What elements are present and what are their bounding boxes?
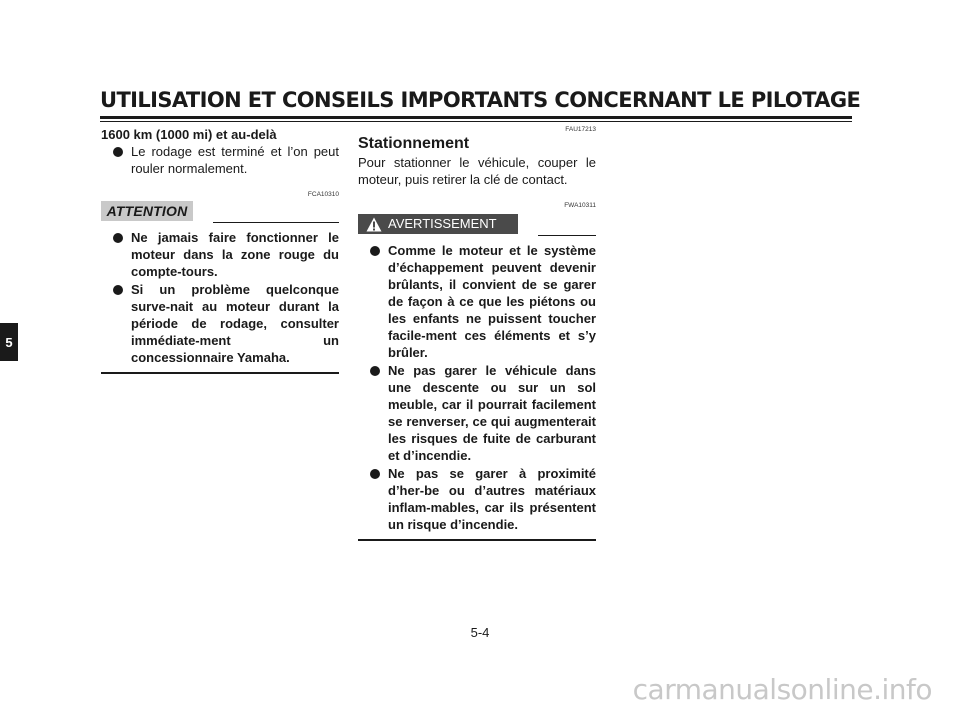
warning-end-rule xyxy=(358,539,596,541)
warning-triangle-icon xyxy=(366,217,382,232)
warning-label-box xyxy=(358,214,518,234)
list-item xyxy=(101,281,339,366)
list-item xyxy=(358,465,596,533)
attention-list xyxy=(101,229,339,366)
list-item xyxy=(101,143,339,177)
watermark: carmanualsonline.info xyxy=(632,673,932,706)
list-item-text: Ne pas se garer à proximité d’her-be ou d’autres matériaux inflam-mables, car ils présentent un risque d’incendie. xyxy=(388,466,596,532)
attention-header xyxy=(101,199,339,225)
bullet-icon xyxy=(370,366,380,376)
list-item-text: Ne pas garer le véhicule dans une descente ou sur un sol meuble, car il pourrait facilement se renverser, ce qui augmenterait les risques de fuite de carburant et d’incendie. xyxy=(388,363,596,463)
warning-label: AVERTISSEMENT xyxy=(388,216,497,231)
attention-header-rule xyxy=(213,222,339,223)
warning-header-rule xyxy=(538,235,596,236)
section-title: Stationnement xyxy=(358,135,470,152)
bullet-icon xyxy=(113,147,123,157)
bullet-icon xyxy=(113,285,123,295)
page-number: 5-4 xyxy=(470,625,490,640)
warning-header xyxy=(358,212,596,238)
left-column xyxy=(101,126,339,374)
attention-end-rule xyxy=(101,372,339,374)
warning-list xyxy=(358,242,596,533)
list-item-text: Si un problème quelconque surve-nait au moteur durant la période de rodage, consulter immédiate-ment un concessionnaire Yamaha. xyxy=(131,282,339,365)
list-item-text: Comme le moteur et le système d’échappement peuvent devenir brûlants, il convient de se garer de façon à ce que les piétons ou les enfants ne puissent toucher facile-ment ces éléments et s’y brûler. xyxy=(388,243,596,360)
right-column xyxy=(358,126,596,541)
notice-code: FCA10310 xyxy=(307,191,339,198)
warning-code: FWA10311 xyxy=(564,202,596,209)
bullet-list xyxy=(101,143,339,177)
section-code: FAU17213 xyxy=(565,126,596,133)
bullet-icon xyxy=(113,233,123,243)
bullet-icon xyxy=(370,469,380,479)
list-item xyxy=(358,242,596,361)
title-rule-thin xyxy=(100,121,852,122)
page-title: UTILISATION ET CONSEILS IMPORTANTS CONCERNANT LE PILOTAGE xyxy=(100,88,861,112)
list-item xyxy=(101,229,339,280)
attention-label: ATTENTION xyxy=(101,201,193,221)
subheading: 1600 km (1000 mi) et au-delà xyxy=(101,127,277,142)
title-rule xyxy=(100,116,852,119)
list-item xyxy=(358,362,596,464)
bullet-icon xyxy=(370,246,380,256)
chapter-tab: 5 xyxy=(0,323,18,361)
list-item-text: Le rodage est terminé et l’on peut rouler normalement. xyxy=(131,144,339,176)
section-body: Pour stationner le véhicule, couper le moteur, puis retirer la clé de contact. xyxy=(358,155,596,187)
list-item-text: Ne jamais faire fonctionner le moteur dans la zone rouge du compte-tours. xyxy=(131,230,339,279)
